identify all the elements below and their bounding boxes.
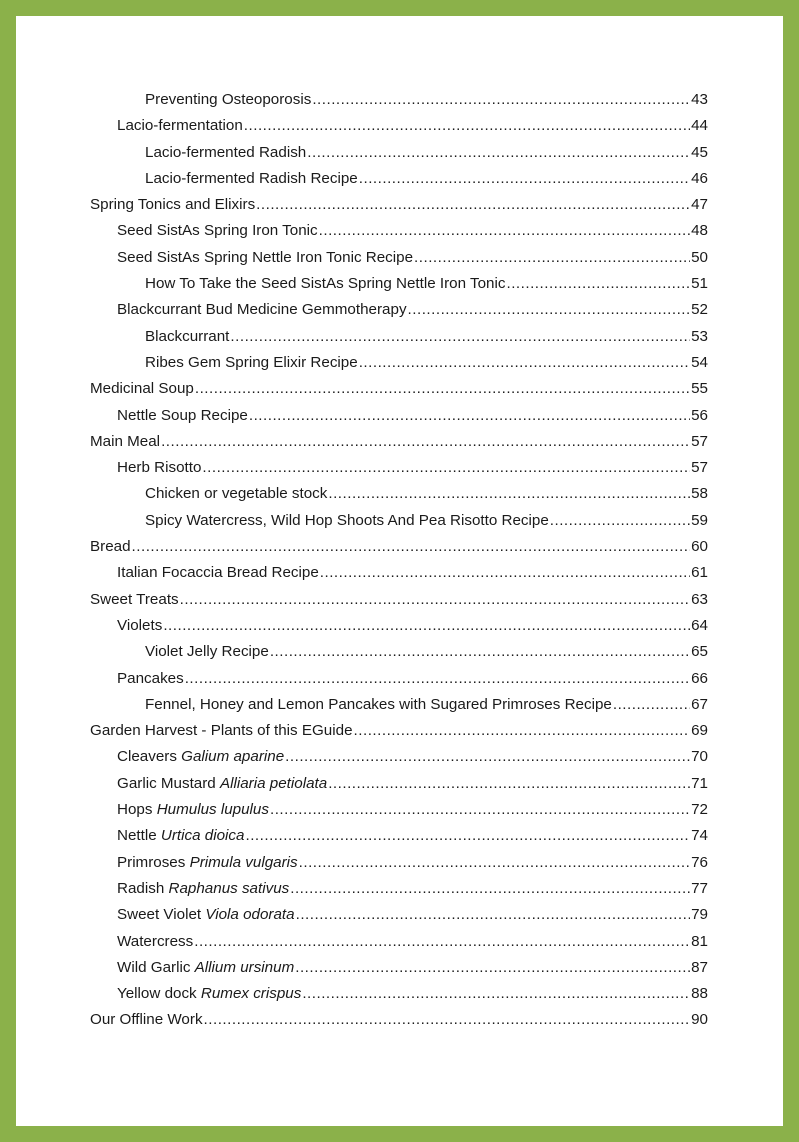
toc-entry-page-number: 74 xyxy=(691,827,708,845)
toc-entry-page-number: 66 xyxy=(691,669,708,687)
dot-leader xyxy=(613,692,690,718)
dot-leader xyxy=(302,981,690,1007)
toc-entry-title xyxy=(117,455,201,481)
toc-entry[interactable] xyxy=(90,876,708,902)
toc-entry[interactable] xyxy=(90,534,708,560)
toc-entry-title-text: Yellow dock xyxy=(117,985,201,1003)
dot-leader xyxy=(319,218,690,244)
toc-entry-title xyxy=(145,481,327,507)
toc-entry-page-number: 53 xyxy=(691,327,708,345)
toc-entry-latin-name: Viola odorata xyxy=(205,906,295,924)
toc-entry-title-text: Spicy Watercress, Wild Hop Shoots And Pea Risotto Recipe xyxy=(145,511,549,529)
toc-entry[interactable] xyxy=(90,350,708,376)
toc-entry-page-number: 58 xyxy=(691,485,708,503)
toc-entry-title xyxy=(145,87,311,113)
toc-entry[interactable] xyxy=(90,297,708,323)
toc-entry[interactable] xyxy=(90,192,708,218)
toc-entry-page-number: 52 xyxy=(691,301,708,319)
toc-entry-page-number: 71 xyxy=(691,774,708,792)
toc-entry-title-text: Lacio-fermented Radish Recipe xyxy=(145,169,358,187)
toc-entry-title-text: Blackcurrant Bud Medicine Gemmotherapy xyxy=(117,301,407,319)
toc-entry-title xyxy=(117,850,298,876)
dot-leader xyxy=(161,429,690,455)
dot-leader xyxy=(230,324,690,350)
toc-entry-title-text: Seed SistAs Spring Nettle Iron Tonic Recipe xyxy=(117,248,414,266)
dot-leader xyxy=(180,587,690,613)
toc-entry-title xyxy=(117,245,413,271)
toc-entry-page-number: 69 xyxy=(691,722,708,740)
toc-entry-title-text: Pancakes xyxy=(117,669,184,687)
toc-entry-title-text: Garlic Mustard xyxy=(117,774,220,792)
toc-entry-title-text: Seed SistAs Spring Iron Tonic xyxy=(117,222,318,240)
toc-entry-page-number: 60 xyxy=(691,538,708,556)
toc-entry-title-text: Nettle Soup Recipe xyxy=(117,406,248,424)
toc-entry[interactable] xyxy=(90,613,708,639)
toc-entry[interactable] xyxy=(90,587,708,613)
dot-leader xyxy=(550,508,690,534)
toc-entry-title-text: Chicken or vegetable stock xyxy=(145,485,328,503)
toc-entry-page-number: 90 xyxy=(691,1011,708,1029)
toc-entry-latin-name: Rumex crispus xyxy=(200,985,302,1003)
toc-entry-latin-name: Allium ursinum xyxy=(194,958,295,976)
toc-entry[interactable] xyxy=(90,744,708,770)
toc-entry-title xyxy=(117,218,318,244)
dot-leader xyxy=(244,113,690,139)
toc-entry-title-text: Sweet Violet xyxy=(117,906,206,924)
toc-entry-title xyxy=(117,876,289,902)
toc-entry[interactable] xyxy=(90,666,708,692)
dot-leader xyxy=(245,823,690,849)
dot-leader xyxy=(359,350,690,376)
toc-entry[interactable] xyxy=(90,271,708,297)
toc-entry[interactable] xyxy=(90,481,708,507)
toc-entry-title-text: Ribes Gem Spring Elixir Recipe xyxy=(145,353,358,371)
toc-entry-title-text: Watercress xyxy=(117,932,194,950)
toc-entry-title xyxy=(90,376,194,402)
dot-leader xyxy=(256,192,690,218)
toc-entry-page-number: 81 xyxy=(691,932,708,950)
toc-entry-title xyxy=(117,823,244,849)
toc-entry[interactable] xyxy=(90,981,708,1007)
dot-leader xyxy=(194,929,690,955)
toc-entry[interactable] xyxy=(90,403,708,429)
toc-entry-latin-name: Alliaria petiolata xyxy=(219,774,328,792)
toc-entry-page-number: 87 xyxy=(691,958,708,976)
toc-entry[interactable] xyxy=(90,771,708,797)
toc-entry-page-number: 45 xyxy=(691,143,708,161)
toc-entry-page-number: 55 xyxy=(691,380,708,398)
toc-entry[interactable] xyxy=(90,429,708,455)
toc-entry[interactable] xyxy=(90,324,708,350)
dot-leader xyxy=(299,850,690,876)
toc-entry[interactable] xyxy=(90,140,708,166)
toc-entry-title-text: Italian Focaccia Bread Recipe xyxy=(117,564,319,582)
toc-entry-title xyxy=(117,403,248,429)
toc-entry-page-number: 51 xyxy=(691,275,708,293)
toc-entry-title xyxy=(117,613,162,639)
dot-leader xyxy=(328,481,690,507)
toc-entry-page-number: 43 xyxy=(691,91,708,108)
toc-entry-page-number: 59 xyxy=(691,511,708,529)
toc-entry-title xyxy=(117,744,284,770)
toc-entry-title-text: Radish xyxy=(117,879,169,897)
toc-entry-title-text: Medicinal Soup xyxy=(90,380,194,398)
toc-entry-title-text: Hops xyxy=(117,801,157,819)
dot-leader xyxy=(296,902,690,928)
toc-entry-title-text: How To Take the Seed SistAs Spring Nettle Iron Tonic xyxy=(145,275,506,293)
toc-entry[interactable] xyxy=(90,376,708,402)
toc-entry-title-text: Wild Garlic xyxy=(117,958,195,976)
toc-entry-title xyxy=(117,981,301,1007)
dot-leader xyxy=(204,1007,691,1033)
toc-entry-page-number: 70 xyxy=(691,748,708,766)
toc-entry-title xyxy=(145,324,229,350)
toc-entry-latin-name: Raphanus sativus xyxy=(168,879,290,897)
toc-entry-title xyxy=(117,771,327,797)
toc-entry-title-text: Preventing Osteoporosis xyxy=(145,91,312,108)
toc-entry-title-text: Fennel, Honey and Lemon Pancakes with Sugared Primroses Recipe xyxy=(145,695,612,713)
dot-leader xyxy=(414,245,690,271)
toc-entry-title xyxy=(90,534,131,560)
toc-entry-page-number: 50 xyxy=(691,248,708,266)
toc-entry-title-text: Garden Harvest - Plants of this EGuide xyxy=(90,722,353,740)
toc-entry-title xyxy=(145,166,358,192)
toc-entry-page-number: 57 xyxy=(691,432,708,450)
toc-entry-title-text: Our Offline Work xyxy=(90,1011,203,1029)
toc-entry-page-number: 67 xyxy=(691,695,708,713)
toc-entry-title-text: Cleavers xyxy=(117,748,182,766)
dot-leader xyxy=(195,376,690,402)
toc-entry-title xyxy=(117,902,295,928)
toc-entry-title xyxy=(145,350,358,376)
toc-entry[interactable] xyxy=(90,850,708,876)
toc-entry[interactable] xyxy=(90,113,708,139)
toc-entry-title-text: Lacio-fermentation xyxy=(117,117,243,135)
dot-leader xyxy=(290,876,690,902)
toc-entry-latin-name: Galium aparine xyxy=(181,748,285,766)
toc-entry[interactable] xyxy=(90,955,708,981)
toc-entry-page-number: 63 xyxy=(691,590,708,608)
dot-leader xyxy=(132,534,691,560)
toc-entry[interactable] xyxy=(90,166,708,192)
toc-entry-page-number: 47 xyxy=(691,196,708,214)
toc-entry-title-text: Primroses xyxy=(117,853,190,871)
toc-entry-page-number: 65 xyxy=(691,643,708,661)
table-of-contents xyxy=(90,87,708,1034)
toc-entry-title-text: Violet Jelly Recipe xyxy=(145,643,269,661)
toc-entry-page-number: 64 xyxy=(691,616,708,634)
toc-entry-page-number: 76 xyxy=(691,853,708,871)
dot-leader xyxy=(408,297,691,323)
toc-entry-page-number: 77 xyxy=(691,879,708,897)
toc-entry-title xyxy=(117,797,269,823)
dot-leader xyxy=(359,166,690,192)
toc-entry-title-text: Nettle xyxy=(117,827,161,845)
toc-entry-title xyxy=(117,560,319,586)
toc-entry-title xyxy=(145,508,549,534)
dot-leader xyxy=(312,87,690,113)
toc-entry-title xyxy=(90,587,179,613)
dot-leader xyxy=(163,613,690,639)
dot-leader xyxy=(270,639,690,665)
toc-entry-title xyxy=(145,639,269,665)
dot-leader xyxy=(354,718,691,744)
dot-leader xyxy=(506,271,690,297)
dot-leader xyxy=(295,955,690,981)
toc-entry-title xyxy=(145,140,306,166)
toc-entry[interactable] xyxy=(90,508,708,534)
toc-entry[interactable] xyxy=(90,455,708,481)
toc-entry-title-text: Spring Tonics and Elixirs xyxy=(90,196,256,214)
toc-entry[interactable] xyxy=(90,87,708,113)
toc-entry-page-number: 54 xyxy=(691,353,708,371)
toc-entry-title-text: Herb Risotto xyxy=(117,459,202,477)
toc-entry-page-number: 57 xyxy=(691,459,708,477)
toc-entry-latin-name: Urtica dioica xyxy=(160,827,245,845)
toc-entry-title xyxy=(117,666,184,692)
toc-entry-title-text: Lacio-fermented Radish xyxy=(145,143,307,161)
toc-entry[interactable] xyxy=(90,218,708,244)
dot-leader xyxy=(285,744,690,770)
toc-entry-title xyxy=(117,297,407,323)
toc-entry-title-text: Main Meal xyxy=(90,432,161,450)
toc-entry-latin-name: Primula vulgaris xyxy=(189,853,298,871)
toc-entry-page-number: 46 xyxy=(691,169,708,187)
toc-entry-latin-name: Humulus lupulus xyxy=(156,801,269,819)
toc-entry[interactable] xyxy=(90,797,708,823)
toc-entry[interactable] xyxy=(90,823,708,849)
toc-entry[interactable] xyxy=(90,692,708,718)
dot-leader xyxy=(328,771,690,797)
toc-entry-page-number: 56 xyxy=(691,406,708,424)
toc-entry-page-number: 48 xyxy=(691,222,708,240)
toc-entry[interactable] xyxy=(90,929,708,955)
dot-leader xyxy=(202,455,690,481)
toc-entry[interactable] xyxy=(90,560,708,586)
toc-entry-title-text: Bread xyxy=(90,538,131,556)
toc-entry-title-text: Violets xyxy=(117,616,163,634)
toc-entry-title-text: Blackcurrant xyxy=(145,327,230,345)
dot-leader xyxy=(320,560,690,586)
dot-leader xyxy=(249,403,690,429)
toc-entry-page-number: 79 xyxy=(691,906,708,924)
toc-entry-title xyxy=(90,192,255,218)
toc-entry-title xyxy=(90,1007,203,1033)
toc-entry-title xyxy=(145,271,505,297)
dot-leader xyxy=(270,797,690,823)
toc-entry-page-number: 44 xyxy=(691,117,708,135)
toc-entry[interactable] xyxy=(90,639,708,665)
toc-entry-title xyxy=(90,718,353,744)
toc-entry[interactable] xyxy=(90,1007,708,1033)
toc-entry-page-number: 61 xyxy=(691,564,708,582)
dot-leader xyxy=(307,140,690,166)
toc-entry-page-number: 72 xyxy=(691,801,708,819)
toc-entry[interactable] xyxy=(90,718,708,744)
toc-entry-title xyxy=(117,955,294,981)
toc-entry-title xyxy=(117,113,243,139)
toc-entry-page-number: 88 xyxy=(691,985,708,1003)
toc-entry-title xyxy=(90,429,160,455)
toc-entry-title-text: Sweet Treats xyxy=(90,590,179,608)
toc-entry[interactable] xyxy=(90,902,708,928)
toc-entry-title xyxy=(145,692,612,718)
dot-leader xyxy=(185,666,690,692)
toc-entry[interactable] xyxy=(90,245,708,271)
toc-entry-title xyxy=(117,929,193,955)
